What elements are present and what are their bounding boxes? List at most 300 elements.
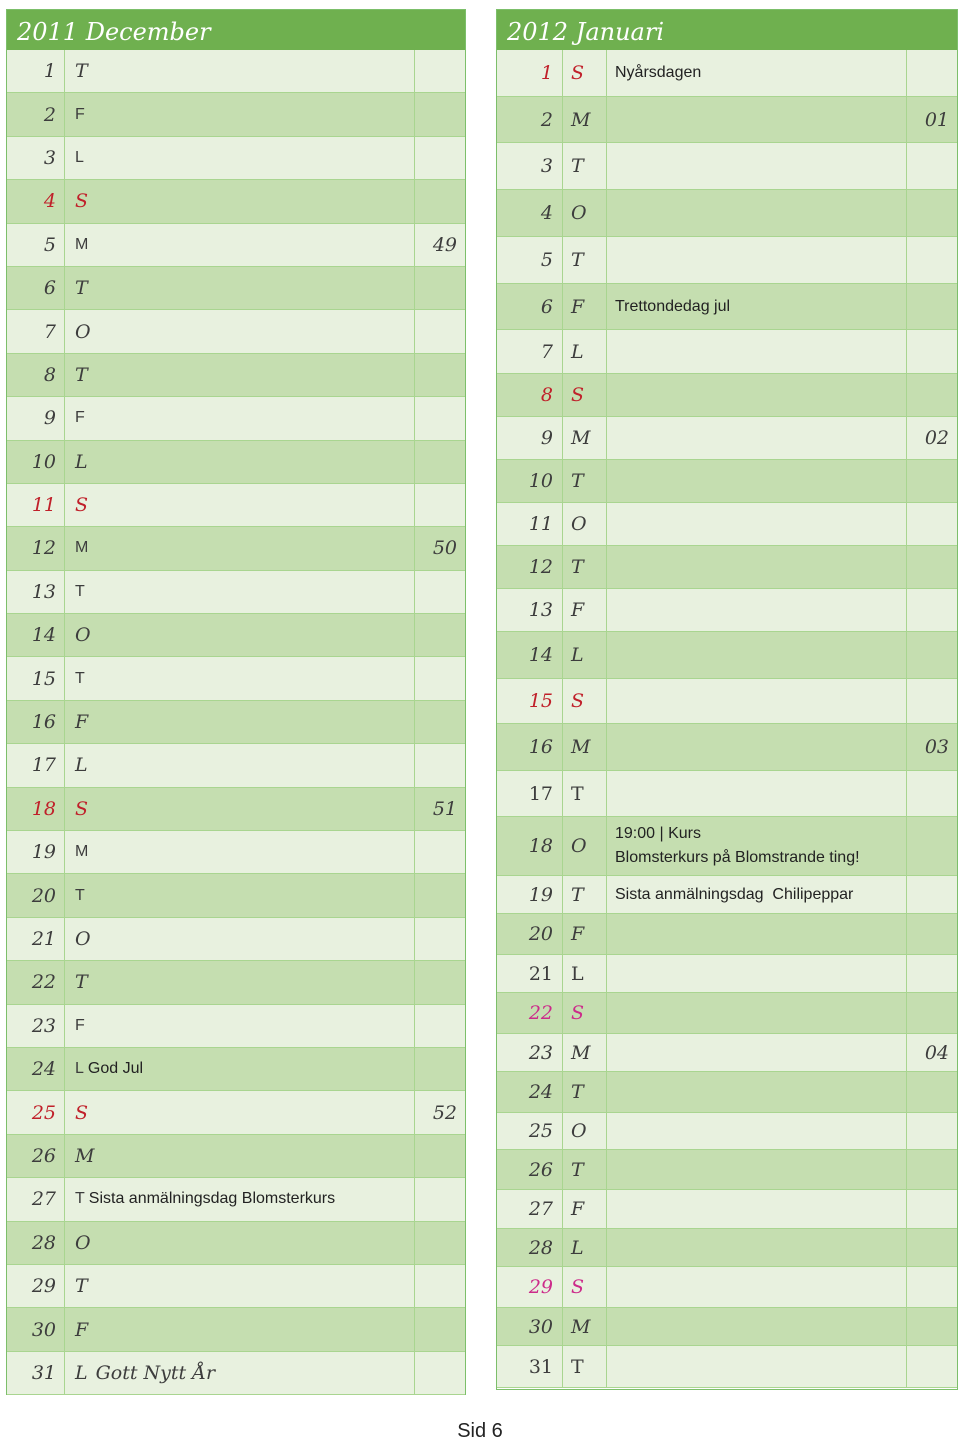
day-number-text: 11 xyxy=(31,494,56,517)
week-number xyxy=(907,876,957,913)
weekday-cell xyxy=(65,50,415,92)
week-number xyxy=(415,310,465,352)
januari-title: 2012 Januari xyxy=(497,10,957,50)
day-number-text: 20 xyxy=(31,884,56,907)
weekday-cell-text: T xyxy=(571,249,584,271)
weekday-cell xyxy=(65,701,415,743)
januari-day-row xyxy=(497,679,957,724)
day-number xyxy=(7,1135,65,1177)
weekday-cell xyxy=(563,724,607,770)
day-number-text: 31 xyxy=(528,1355,553,1378)
day-number-text: 12 xyxy=(528,556,553,578)
day-number-text: 13 xyxy=(528,599,553,621)
day-number xyxy=(7,744,65,786)
day-note-cell xyxy=(607,1229,907,1266)
day-note-cell xyxy=(607,237,907,283)
weekday-cell xyxy=(65,1135,415,1177)
december-day-row xyxy=(7,788,465,831)
day-number xyxy=(7,137,65,179)
weekday-cell-text: F xyxy=(571,923,585,945)
weekday-cell xyxy=(65,441,415,483)
januari-day-row xyxy=(497,143,957,190)
weekday-cell-text: T xyxy=(571,883,584,906)
week-number xyxy=(415,484,465,526)
day-number xyxy=(7,484,65,526)
weekday-cell xyxy=(563,50,607,96)
day-note: Sista anmälningsdag Chilipeppar xyxy=(615,885,854,903)
day-note-cell xyxy=(607,679,907,723)
day-number-text: 16 xyxy=(528,736,553,758)
december-day-row xyxy=(7,918,465,961)
weekday-letter: M xyxy=(75,843,89,861)
weekday-cell-text: F xyxy=(571,295,585,318)
weekday-cell xyxy=(65,788,415,830)
januari-day-row xyxy=(497,97,957,143)
week-number xyxy=(907,1190,957,1228)
weekday-letter: F xyxy=(75,409,85,427)
day-note-cell xyxy=(607,955,907,992)
weekday-letter: T xyxy=(75,669,85,687)
day-note: Sista anmälningsdag Blomsterkurs xyxy=(88,1190,336,1208)
week-number xyxy=(415,1005,465,1047)
day-number xyxy=(7,657,65,699)
weekday-cell xyxy=(65,1005,415,1047)
day-number-text: 29 xyxy=(528,1276,553,1298)
day-number xyxy=(7,918,65,960)
december-day-row xyxy=(7,831,465,874)
weekday-cell-text: L xyxy=(571,340,584,363)
december-day-row xyxy=(7,874,465,917)
day-number-text: 7 xyxy=(43,320,56,343)
day-note-cell xyxy=(607,817,907,875)
weekday-letter: L xyxy=(75,1060,84,1078)
day-number-text: 16 xyxy=(31,711,56,734)
weekday-letter: L xyxy=(75,450,88,473)
januari-day-row xyxy=(497,1308,957,1346)
januari-day-row xyxy=(497,1150,957,1190)
week-number xyxy=(415,744,465,786)
weekday-cell xyxy=(65,224,415,266)
week-number xyxy=(907,374,957,416)
weekday-letter: T xyxy=(75,363,88,386)
day-number xyxy=(7,1048,65,1090)
week-number xyxy=(415,614,465,656)
weekday-cell xyxy=(563,1267,607,1307)
day-number xyxy=(497,1346,563,1387)
week-number xyxy=(415,571,465,613)
day-number xyxy=(7,1091,65,1133)
day-note-cell xyxy=(607,1034,907,1071)
weekday-letter: T xyxy=(75,60,88,83)
day-number-text: 4 xyxy=(540,202,553,224)
day-number xyxy=(497,143,563,189)
januari-day-row xyxy=(497,1072,957,1113)
day-note-cell xyxy=(607,876,907,913)
week-number xyxy=(907,817,957,875)
weekday-cell xyxy=(563,97,607,142)
day-number-text: 18 xyxy=(528,835,553,857)
day-number-text: 30 xyxy=(528,1315,553,1338)
day-note-cell xyxy=(607,546,907,588)
day-number xyxy=(497,1308,563,1345)
day-number-text: 15 xyxy=(31,667,56,690)
december-day-row xyxy=(7,50,465,93)
weekday-cell xyxy=(563,1190,607,1228)
januari-day-row xyxy=(497,589,957,632)
weekday-cell-text: O xyxy=(571,202,587,224)
december-day-row xyxy=(7,1178,465,1221)
december-day-row xyxy=(7,310,465,353)
week-number xyxy=(907,1113,957,1149)
day-number xyxy=(497,817,563,875)
januari-calendar xyxy=(496,9,958,1390)
december-day-row xyxy=(7,484,465,527)
day-number xyxy=(497,1229,563,1266)
day-number-text: 5 xyxy=(43,233,56,256)
day-number xyxy=(497,1150,563,1189)
week-number xyxy=(907,589,957,631)
day-number-text: 3 xyxy=(540,155,553,177)
december-day-row xyxy=(7,1091,465,1134)
week-number xyxy=(415,1091,465,1133)
weekday-cell xyxy=(563,417,607,459)
december-day-row xyxy=(7,1352,465,1395)
day-number xyxy=(7,527,65,569)
day-number xyxy=(7,571,65,613)
day-number-text: 10 xyxy=(528,470,553,492)
day-note-cell xyxy=(607,374,907,416)
weekday-letter: F xyxy=(75,105,85,123)
week-number xyxy=(907,460,957,502)
weekday-cell-text: F xyxy=(571,1198,585,1220)
december-day-row xyxy=(7,571,465,614)
day-number xyxy=(497,417,563,459)
januari-day-row xyxy=(497,817,957,876)
januari-rows xyxy=(497,50,957,1388)
day-number-text: 15 xyxy=(528,690,553,712)
day-note-cell xyxy=(607,50,907,96)
day-number-text: 25 xyxy=(31,1101,56,1124)
weekday-cell xyxy=(563,503,607,545)
week-number xyxy=(415,137,465,179)
day-number xyxy=(7,831,65,873)
day-number-text: 22 xyxy=(528,1002,553,1024)
december-day-row xyxy=(7,354,465,397)
day-number-text: 23 xyxy=(528,1041,553,1064)
week-number xyxy=(415,788,465,830)
december-day-row xyxy=(7,137,465,180)
day-number-text: 21 xyxy=(528,962,553,985)
weekday-cell xyxy=(65,571,415,613)
day-number xyxy=(497,190,563,236)
weekday-cell xyxy=(65,527,415,569)
weekday-cell-text: S xyxy=(571,690,585,712)
day-number-text: 31 xyxy=(31,1361,56,1384)
week-number xyxy=(415,1308,465,1350)
day-note-cell xyxy=(607,1072,907,1112)
januari-day-row xyxy=(497,771,957,817)
day-number-text: 7 xyxy=(540,340,553,363)
week-number xyxy=(907,955,957,992)
weekday-letter: M xyxy=(75,539,89,557)
week-number xyxy=(415,180,465,222)
weekday-cell xyxy=(65,1352,415,1394)
week-number xyxy=(415,1352,465,1394)
week-number xyxy=(415,1048,465,1090)
day-number xyxy=(7,1308,65,1350)
weekday-cell-text: M xyxy=(571,1041,591,1064)
weekday-cell xyxy=(563,876,607,913)
december-day-row xyxy=(7,93,465,136)
weekday-letter: S xyxy=(75,190,89,213)
januari-day-row xyxy=(497,955,957,993)
day-number-text: 13 xyxy=(31,580,56,603)
december-day-row xyxy=(7,527,465,570)
weekday-letter: S xyxy=(75,797,89,820)
day-number xyxy=(7,1222,65,1264)
week-number xyxy=(415,701,465,743)
weekday-cell xyxy=(563,589,607,631)
week-number-text: 49 xyxy=(432,233,457,256)
day-number xyxy=(497,50,563,96)
day-number-text: 18 xyxy=(31,797,56,820)
week-number xyxy=(907,632,957,678)
day-number xyxy=(497,1034,563,1071)
week-number xyxy=(415,50,465,92)
week-number xyxy=(907,284,957,329)
december-title: 2011 December xyxy=(7,10,465,50)
weekday-cell xyxy=(65,484,415,526)
day-number xyxy=(497,876,563,913)
december-day-row xyxy=(7,1265,465,1308)
day-note-cell xyxy=(607,1150,907,1189)
day-number-text: 17 xyxy=(528,782,553,805)
week-number-text: 02 xyxy=(924,427,949,449)
day-note-cell xyxy=(607,1113,907,1149)
day-note-cell xyxy=(607,503,907,545)
day-number-text: 2 xyxy=(540,108,553,131)
day-note-cell xyxy=(607,417,907,459)
week-number xyxy=(415,267,465,309)
day-number xyxy=(7,224,65,266)
weekday-cell xyxy=(563,1229,607,1266)
day-number-text: 27 xyxy=(528,1198,553,1220)
week-number xyxy=(415,224,465,266)
week-number xyxy=(415,1178,465,1220)
day-number xyxy=(497,1190,563,1228)
weekday-cell-text: L xyxy=(571,644,584,666)
week-number xyxy=(415,1222,465,1264)
december-day-row xyxy=(7,961,465,1004)
weekday-cell xyxy=(563,914,607,954)
weekday-cell xyxy=(563,284,607,329)
december-day-row xyxy=(7,657,465,700)
weekday-letter: O xyxy=(75,928,91,950)
day-number xyxy=(497,914,563,954)
week-number-text: 51 xyxy=(432,797,457,820)
week-number xyxy=(907,993,957,1033)
januari-day-row xyxy=(497,632,957,679)
weekday-letter: T xyxy=(75,1275,88,1298)
januari-day-row xyxy=(497,503,957,546)
day-number-text: 19 xyxy=(31,841,56,864)
januari-day-row xyxy=(497,330,957,374)
day-number xyxy=(7,1178,65,1220)
day-number-text: 23 xyxy=(31,1014,56,1037)
day-number xyxy=(7,614,65,656)
day-number-text: 20 xyxy=(528,923,553,945)
weekday-cell-text: T xyxy=(571,782,584,805)
day-number xyxy=(497,679,563,723)
weekday-cell xyxy=(563,143,607,189)
weekday-cell xyxy=(65,93,415,135)
day-number-text: 26 xyxy=(528,1158,553,1181)
day-note: 19:00 | Kurs xyxy=(615,825,701,842)
januari-day-row xyxy=(497,1034,957,1072)
week-number xyxy=(415,441,465,483)
week-number xyxy=(907,914,957,954)
week-number-text: 52 xyxy=(432,1101,457,1124)
week-number xyxy=(907,190,957,236)
december-day-row xyxy=(7,1048,465,1091)
week-number xyxy=(415,874,465,916)
day-number-text: 10 xyxy=(31,450,56,473)
day-number xyxy=(497,724,563,770)
weekday-cell-text: F xyxy=(571,599,585,621)
weekday-cell xyxy=(65,1091,415,1133)
weekday-cell xyxy=(65,961,415,1003)
weekday-cell-text: O xyxy=(571,835,587,857)
weekday-cell xyxy=(563,330,607,373)
day-number-text: 25 xyxy=(528,1120,553,1142)
day-number xyxy=(7,310,65,352)
day-number xyxy=(497,374,563,416)
weekday-cell xyxy=(65,744,415,786)
day-number-text: 6 xyxy=(540,295,553,318)
december-day-row xyxy=(7,1135,465,1178)
day-number xyxy=(497,284,563,329)
weekday-cell xyxy=(65,874,415,916)
december-day-row xyxy=(7,441,465,484)
december-calendar xyxy=(6,9,466,1395)
day-number xyxy=(497,460,563,502)
weekday-cell-text: S xyxy=(571,62,585,84)
day-note-cell xyxy=(607,1190,907,1228)
day-note-line2: Blomsterkurs på Blomstrande ting! xyxy=(615,849,860,866)
december-day-row xyxy=(7,744,465,787)
week-number xyxy=(907,97,957,142)
weekday-letter: T xyxy=(75,1190,85,1208)
day-number-text: 6 xyxy=(43,277,56,300)
december-day-row xyxy=(7,1005,465,1048)
day-number xyxy=(497,589,563,631)
day-number-text: 9 xyxy=(43,407,56,430)
weekday-cell-text: T xyxy=(571,1081,584,1103)
januari-day-row xyxy=(497,1190,957,1229)
week-number xyxy=(907,771,957,816)
januari-day-row xyxy=(497,1346,957,1388)
day-number-text: 28 xyxy=(528,1236,553,1259)
weekday-letter: O xyxy=(75,624,91,647)
week-number xyxy=(907,1229,957,1266)
day-note-cell xyxy=(607,143,907,189)
day-note-cell xyxy=(607,1267,907,1307)
weekday-cell-text: S xyxy=(571,1276,585,1298)
december-day-row xyxy=(7,614,465,657)
day-number xyxy=(7,180,65,222)
weekday-cell xyxy=(65,614,415,656)
day-number-text: 4 xyxy=(43,190,56,213)
day-number xyxy=(497,97,563,142)
day-number-text: 12 xyxy=(31,537,56,560)
day-number xyxy=(7,1005,65,1047)
december-day-row xyxy=(7,1222,465,1265)
day-number-text: 17 xyxy=(31,754,56,777)
day-number-text: 24 xyxy=(528,1081,553,1103)
weekday-cell-text: O xyxy=(571,513,587,535)
day-number-text: 27 xyxy=(31,1188,56,1211)
weekday-cell-text: M xyxy=(571,1315,591,1338)
week-number xyxy=(907,237,957,283)
day-note-cell xyxy=(607,1308,907,1345)
day-number xyxy=(7,93,65,135)
week-number xyxy=(907,679,957,723)
day-number xyxy=(7,788,65,830)
weekday-cell xyxy=(563,1113,607,1149)
day-number xyxy=(497,1113,563,1149)
day-number xyxy=(497,1267,563,1307)
weekday-cell xyxy=(563,771,607,816)
weekday-letter: L xyxy=(75,148,84,166)
december-day-row xyxy=(7,267,465,310)
week-number-text: 03 xyxy=(924,736,949,758)
day-number-text: 14 xyxy=(31,624,56,647)
januari-day-row xyxy=(497,1267,957,1308)
weekday-cell xyxy=(563,1034,607,1071)
weekday-letter: F xyxy=(75,1318,89,1341)
week-number xyxy=(415,1265,465,1307)
weekday-cell-text: T xyxy=(571,1158,584,1181)
weekday-cell xyxy=(563,546,607,588)
day-number xyxy=(7,701,65,743)
weekday-letter: M xyxy=(75,1144,95,1167)
day-number-text: 11 xyxy=(528,513,553,535)
week-number xyxy=(415,93,465,135)
weekday-cell xyxy=(65,397,415,439)
weekday-cell xyxy=(563,955,607,992)
day-number xyxy=(7,397,65,439)
day-note-cell xyxy=(607,632,907,678)
week-number xyxy=(415,961,465,1003)
weekday-cell-text: T xyxy=(571,155,584,177)
weekday-cell xyxy=(563,1346,607,1387)
day-note-cell xyxy=(607,97,907,142)
day-number xyxy=(497,632,563,678)
weekday-cell xyxy=(563,237,607,283)
week-number-text: 50 xyxy=(432,537,457,560)
weekday-cell xyxy=(563,1150,607,1189)
day-number-text: 2 xyxy=(43,103,56,126)
day-number xyxy=(497,955,563,992)
day-note-cell xyxy=(607,771,907,816)
weekday-cell xyxy=(563,632,607,678)
weekday-cell xyxy=(563,1308,607,1345)
day-number xyxy=(497,330,563,373)
day-number-text: 1 xyxy=(43,60,56,83)
januari-day-row xyxy=(497,724,957,771)
day-note: Nyårsdagen xyxy=(615,64,702,81)
weekday-cell xyxy=(65,1308,415,1350)
